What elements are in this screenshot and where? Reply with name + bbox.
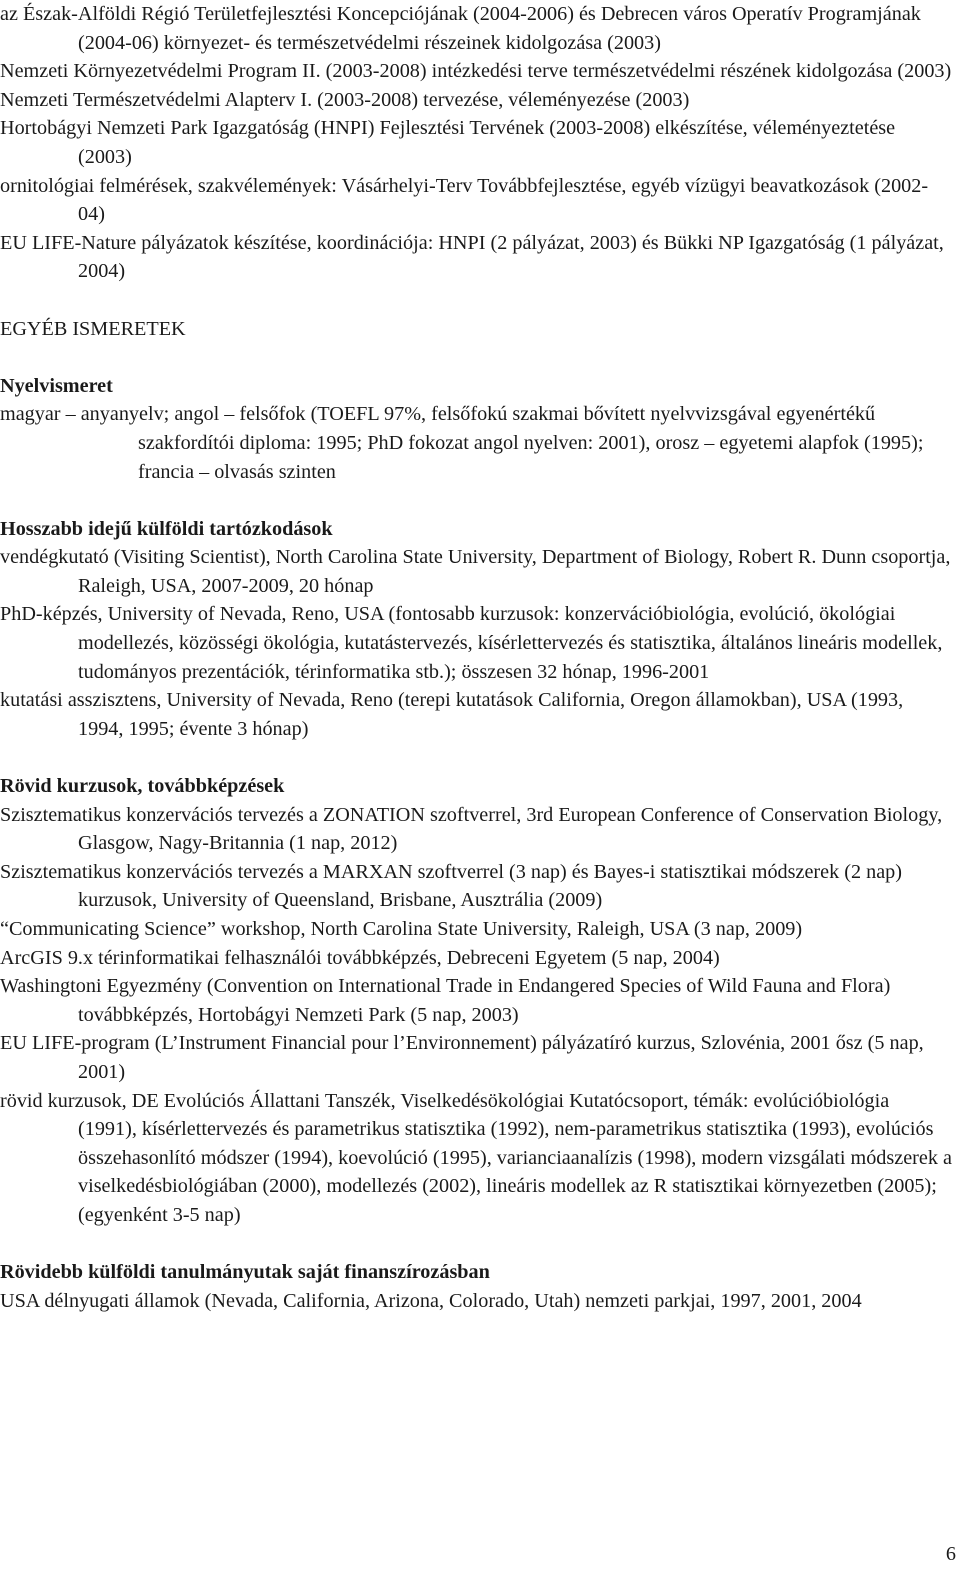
- list-item: vendégkutató (Visiting Scientist), North Carolina State University, Department of Biology, Robert R. Dunn csoportja, Raleigh, USA, 2007-2009, 20 hónap: [0, 546, 951, 597]
- list-item: kutatási asszisztens, University of Nevada, Reno (terepi kutatások California, Oregon államokban), USA (1993, 1994, 1995; évente 3 hónap): [0, 689, 904, 740]
- list-item: rövid kurzusok, DE Evolúciós Állattani Tanszék, Viselkedésökológiai Kutatócsoport, témák: evolúcióbiológia (1991), kísérlettervezés és parametrikus statisztika (1992), nem-parametrikus statisztika (1993), evolúciós összehasonlító módszer (1994), koevolúció (1995), varianciaanalízis (1998), modern vizsgálati módszerek a viselkedésbiológiában (2000), modellezés (2002), lineáris modellek az R statisztikai környezetben (2005); (egyenként 3-5 nap): [0, 1089, 952, 1226]
- list-item: USA délnyugati államok (Nevada, California, Arizona, Colorado, Utah) nemzeti parkjai, 1997, 2001, 2004: [0, 1289, 862, 1312]
- abroad-list: [0, 543, 952, 743]
- spacer: [0, 486, 952, 515]
- page-number: 6: [945, 1543, 956, 1565]
- list-item: EU LIFE-Nature pályázatok készítése, koordinációja: HNPI (2 pályázat, 2003) és Bükki NP Igazgatóság (1 pályázat, 2004): [0, 231, 944, 283]
- list-item: Szisztematikus konzervációs tervezés a ZONATION szoftverrel, 3rd European Conference of Conservation Biology, Glasgow, Nagy-Britannia (1 nap, 2012): [0, 803, 943, 855]
- courses-list: [0, 801, 952, 1230]
- language-text: magyar – anyanyelv; angol – felsőfok (TOEFL 97%, felsőfokú szakmai bővített nyelvvizsgával egyenértékű szakfordítói diploma: 1995; PhD fokozat angol nyelven: 2001), orosz – egyetemi alapfok (1995); francia – olvasás szinten: [0, 403, 924, 483]
- studies-list: [0, 1287, 952, 1316]
- spacer: [0, 743, 952, 772]
- list-item: PhD-képzés, University of Nevada, Reno, USA (fontosabb kurzusok: konzervációbiológia, evolúció, ökológiai modellezés, közösségi ökológia, kutatástervezés, kísérlettervezés és statisztika, általános lineáris modellek, tudományos prezentációk, térinformatika stb.); összesen 32 hónap, 1996-2001: [0, 603, 943, 683]
- intro-list: [0, 0, 952, 286]
- list-item: EU LIFE-program (L’Instrument Financial pour l’Environnement) pályázatíró kurzus, Szlovénia, 2001 ősz (5 nap, 2001): [0, 1032, 924, 1083]
- list-item: Nemzeti Természetvédelmi Alapterv I. (2003-2008) tervezése, véleményezése (2003): [0, 88, 690, 111]
- list-item: az Észak-Alföldi Régió Területfejlesztési Koncepciójának (2004-2006) és Debrecen város Operatív Programjának (2004-06) környezet- és természetvédelmi részeinek kidolgozása (2003): [0, 3, 921, 54]
- spacer: [0, 1230, 952, 1259]
- list-item: Szisztematikus konzervációs tervezés a MARXAN szoftverrel (3 nap) és Bayes-i statisztikai módszerek (2 nap) kurzusok, University of Queensland, Brisbane, Ausztrália (2009): [0, 860, 902, 912]
- list-item: Hortobágyi Nemzeti Park Igazgatóság (HNPI) Fejlesztési Tervének (2003-2008) elkészítése, véleményeztetése (2003): [0, 117, 896, 168]
- list-item: “Communicating Science” workshop, North Carolina State University, Raleigh, USA (3 nap, 2009): [0, 918, 803, 940]
- heading-abroad: Hosszabb idejű külföldi tartózkodások: [0, 517, 333, 540]
- spacer: [0, 286, 952, 315]
- spacer: [0, 343, 952, 372]
- list-item: Washingtoni Egyezmény (Convention on International Trade in Endangered Species of Wild Fauna and Flora) továbbképzés, Hortobágyi Nemzeti Park (5 nap, 2003): [0, 975, 891, 1026]
- list-item: ArcGIS 9.x térinformatikai felhasználói továbbképzés, Debreceni Egyetem (5 nap, 2004): [0, 946, 720, 969]
- section-title-other: EGYÉB ISMERETEK: [0, 317, 186, 340]
- heading-studies: Rövidebb külföldi tanulmányutak saját finanszírozásban: [0, 1261, 490, 1284]
- list-item: Nemzeti Környezetvédelmi Program II. (2003-2008) intézkedési terve természetvédelmi részének kidolgozása (2003): [0, 60, 952, 83]
- heading-courses: Rövid kurzusok, továbbképzések: [0, 775, 285, 798]
- list-item: ornitológiai felmérések, szakvélemények: Vásárhelyi-Terv Továbbfejlesztése, egyéb vízügyi beavatkozások (2002-04): [0, 174, 929, 226]
- heading-language: Nyelvismeret: [0, 374, 113, 397]
